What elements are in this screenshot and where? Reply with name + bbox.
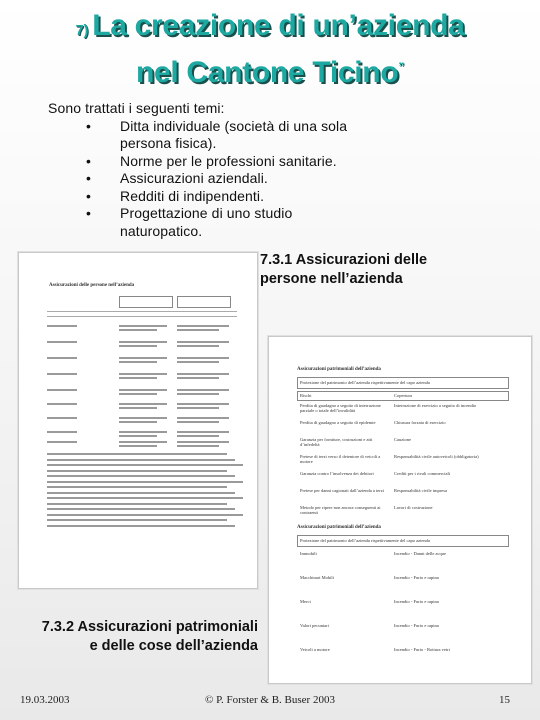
- doc-a-note-line: [47, 470, 227, 472]
- doc-b-coverage-cell: Responsabilità civile impresa: [394, 488, 447, 493]
- doc-a-text-line: [177, 417, 229, 419]
- doc-a-text-line: [119, 403, 167, 405]
- doc-b-coverage-cell: Crediti per i rivali commerciali: [394, 471, 450, 476]
- doc-a-text-line: [177, 403, 229, 405]
- section-heading-7-3-2: 7.3.2 Assicurazioni patrimoniali e delle cose dell’azienda: [41, 619, 258, 654]
- doc-a-note-line: [47, 486, 227, 488]
- doc-a-text-line: [177, 445, 219, 447]
- doc-a-text-line: [177, 407, 219, 409]
- topic-item: [48, 118, 368, 153]
- doc-a-text-line: [177, 357, 229, 359]
- doc-a-text-line: [177, 393, 219, 395]
- doc-a-text-line: [177, 329, 219, 331]
- doc-b-col-right: Copertura: [394, 393, 412, 398]
- topic-text: Norme per le professioni sanitarie.: [120, 152, 337, 169]
- doc-a-text-line: [47, 357, 77, 359]
- doc-b-coverage-cell: Cauzione: [394, 437, 411, 442]
- doc-a-header-box: [177, 296, 231, 308]
- doc-a-text-line: [119, 357, 167, 359]
- doc-a-text-line: [177, 341, 229, 343]
- doc-b-risk-cell: Valori pecuniari: [300, 623, 329, 628]
- doc-a-note-line: [47, 497, 243, 499]
- doc-b-title-1: Assicurazioni patrimoniali dell’azienda: [297, 367, 381, 372]
- topic-item: [48, 205, 368, 240]
- doc-b-risk-cell: Pretese per danni cagionati dall’azienda a terzi: [300, 488, 384, 493]
- doc-a-text-line: [177, 325, 229, 327]
- footer-date: 19.03.2003: [20, 694, 70, 706]
- doc-a-text-line: [177, 389, 229, 391]
- section-heading-7-3-1: 7.3.1 Assicurazioni delle persone nell’azienda: [260, 252, 428, 287]
- document-thumbnail-assets: [268, 336, 532, 684]
- doc-a-note-line: [47, 503, 227, 505]
- doc-a-text-line: [177, 441, 229, 443]
- doc-a-text-line: [119, 407, 157, 409]
- doc-a-note-line: [47, 519, 227, 521]
- doc-a-text-line: [47, 441, 77, 443]
- doc-b-coverage-cell: Incendio - Furto e rapina: [394, 575, 439, 580]
- doc-a-rule: [47, 316, 237, 317]
- topics-block: [48, 100, 368, 240]
- doc-a-note-line: [47, 475, 235, 477]
- doc-b-coverage-cell: Responsabilità civile autoveicoli (obbligatoria): [394, 454, 479, 459]
- doc-a-note-line: [47, 525, 235, 527]
- doc-a-text-line: [119, 435, 157, 437]
- doc-a-note-line: [47, 481, 243, 483]
- doc-a-text-line: [47, 389, 77, 391]
- topic-text: Ditta individuale (società di una sola persona fisica).: [120, 117, 348, 151]
- doc-a-text-line: [119, 373, 167, 375]
- title-number: 7): [75, 22, 89, 39]
- doc-a-text-line: [119, 377, 157, 379]
- title-text-2: nel Cantone Ticino: [135, 56, 399, 89]
- doc-b-subtitle-1: Protezione del patrimonio dell’azienda rispettivamente del capo azienda: [300, 380, 430, 385]
- doc-a-text-line: [119, 417, 167, 419]
- doc-a-note-line: [47, 514, 243, 516]
- doc-b-coverage-cell: Chiusura forzata di esercizio: [394, 420, 446, 425]
- topic-text: Progettazione di uno studio naturopatico.: [120, 205, 293, 239]
- doc-a-note-line: [47, 459, 235, 461]
- doc-a-text-line: [177, 377, 219, 379]
- doc-a-text-line: [177, 361, 219, 363]
- doc-b-coverage-cell: Incendio - Furto - Rottura vetri: [394, 647, 450, 652]
- doc-b-risk-cell: Pretese di terzi verso il detentore di veicoli a motore: [300, 454, 381, 464]
- doc-a-text-line: [47, 431, 77, 433]
- title-line-2: [20, 49, 520, 91]
- doc-a-text-line: [119, 329, 157, 331]
- topic-item: [48, 188, 368, 206]
- doc-a-rule: [47, 311, 237, 312]
- doc-a-text-line: [47, 417, 77, 419]
- doc-b-col-left: Rischi: [300, 393, 312, 398]
- page-number: 15: [499, 694, 510, 706]
- doc-a-text-line: [119, 445, 157, 447]
- doc-a-text-line: [119, 341, 167, 343]
- footer-credit: © P. Forster & B. Buser 2003: [205, 694, 335, 706]
- topic-item: [48, 153, 368, 171]
- doc-b-risk-cell: Metodo per ripere non ancora conseguenti ai contraenti: [300, 505, 381, 515]
- doc-a-text-line: [177, 373, 229, 375]
- bullet-icon: •: [86, 187, 92, 204]
- bullet-icon: •: [86, 170, 92, 186]
- doc-a-text-line: [47, 341, 77, 343]
- doc-a-text-line: [119, 393, 157, 395]
- doc-b-risk-cell: Perdita di guadagno a seguito di interruzione parziale o totale dell’invalidità: [300, 403, 381, 413]
- doc-a-text-line: [119, 325, 167, 327]
- bullet-icon: •: [86, 152, 92, 169]
- doc-b-coverage-cell: Interruzione di esercizio a seguito di incendio: [394, 403, 477, 408]
- doc-b-coverage-cell: Incendio - Furto e rapina: [394, 599, 439, 604]
- topic-item: [48, 170, 368, 188]
- doc-b-risk-cell: Merci: [300, 599, 311, 604]
- doc-a-text-line: [119, 421, 157, 423]
- title-suffix: ”: [398, 60, 405, 74]
- doc-a-text-line: [177, 345, 219, 347]
- doc-a-note-line: [47, 464, 243, 466]
- doc-a-note-line: [47, 492, 235, 494]
- topic-text: Assicurazioni aziendali.: [120, 170, 268, 186]
- doc-b-coverage-cell: Incendio - Furto e rapina: [394, 623, 439, 628]
- topics-lead: Sono trattati i seguenti temi:: [48, 100, 225, 116]
- topic-text: Redditi di indipendenti.: [120, 187, 265, 204]
- doc-a-text-line: [47, 325, 77, 327]
- doc-b-risk-cell: Garanzia contro l’insolvenza dei debitori: [300, 471, 374, 476]
- doc-a-text-line: [177, 431, 229, 433]
- doc-a-text-line: [119, 389, 167, 391]
- doc-a-text-line: [119, 345, 157, 347]
- doc-a-text-line: [119, 441, 167, 443]
- doc-a-title: Assicurazioni delle persone nell’azienda: [49, 283, 135, 288]
- doc-a-text-line: [177, 435, 219, 437]
- doc-a-text-line: [119, 431, 167, 433]
- title-line-1: [20, 8, 520, 49]
- bullet-icon: •: [86, 205, 92, 221]
- doc-b-subtitle-2: Protezione del patrimonio dell’azienda rispettivamente del capo azienda: [300, 538, 430, 543]
- doc-b-coverage-cell: Lavori di costruzione: [394, 505, 433, 510]
- doc-a-header-box: [119, 296, 173, 308]
- document-thumbnail-persons: [18, 252, 258, 589]
- doc-a-note-line: [47, 508, 235, 510]
- title-text-1: La creazione di un’azienda: [92, 9, 465, 42]
- doc-b-risk-cell: Immobili: [300, 551, 317, 556]
- bullet-icon: •: [86, 117, 92, 134]
- doc-a-note-line: [47, 453, 227, 455]
- doc-a-text-line: [47, 403, 77, 405]
- doc-b-risk-cell: Veicoli a motore: [300, 647, 330, 652]
- doc-a-text-line: [47, 373, 77, 375]
- doc-b-risk-cell: Macchinari Mobili: [300, 575, 334, 580]
- doc-b-title-2: Assicurazioni patrimoniali dell’azienda: [297, 525, 381, 530]
- doc-a-text-line: [177, 421, 219, 423]
- doc-b-risk-cell: Perdita di guadagno a seguito di epidemie: [300, 420, 376, 425]
- doc-b-risk-cell: Garanzia per forniture, costruzioni e atti d’infedeltà: [300, 437, 373, 447]
- doc-a-text-line: [119, 361, 157, 363]
- topics-list: [48, 118, 368, 241]
- doc-b-coverage-cell: Incendio - Danni delle acque: [394, 551, 446, 556]
- slide-title: [20, 8, 520, 91]
